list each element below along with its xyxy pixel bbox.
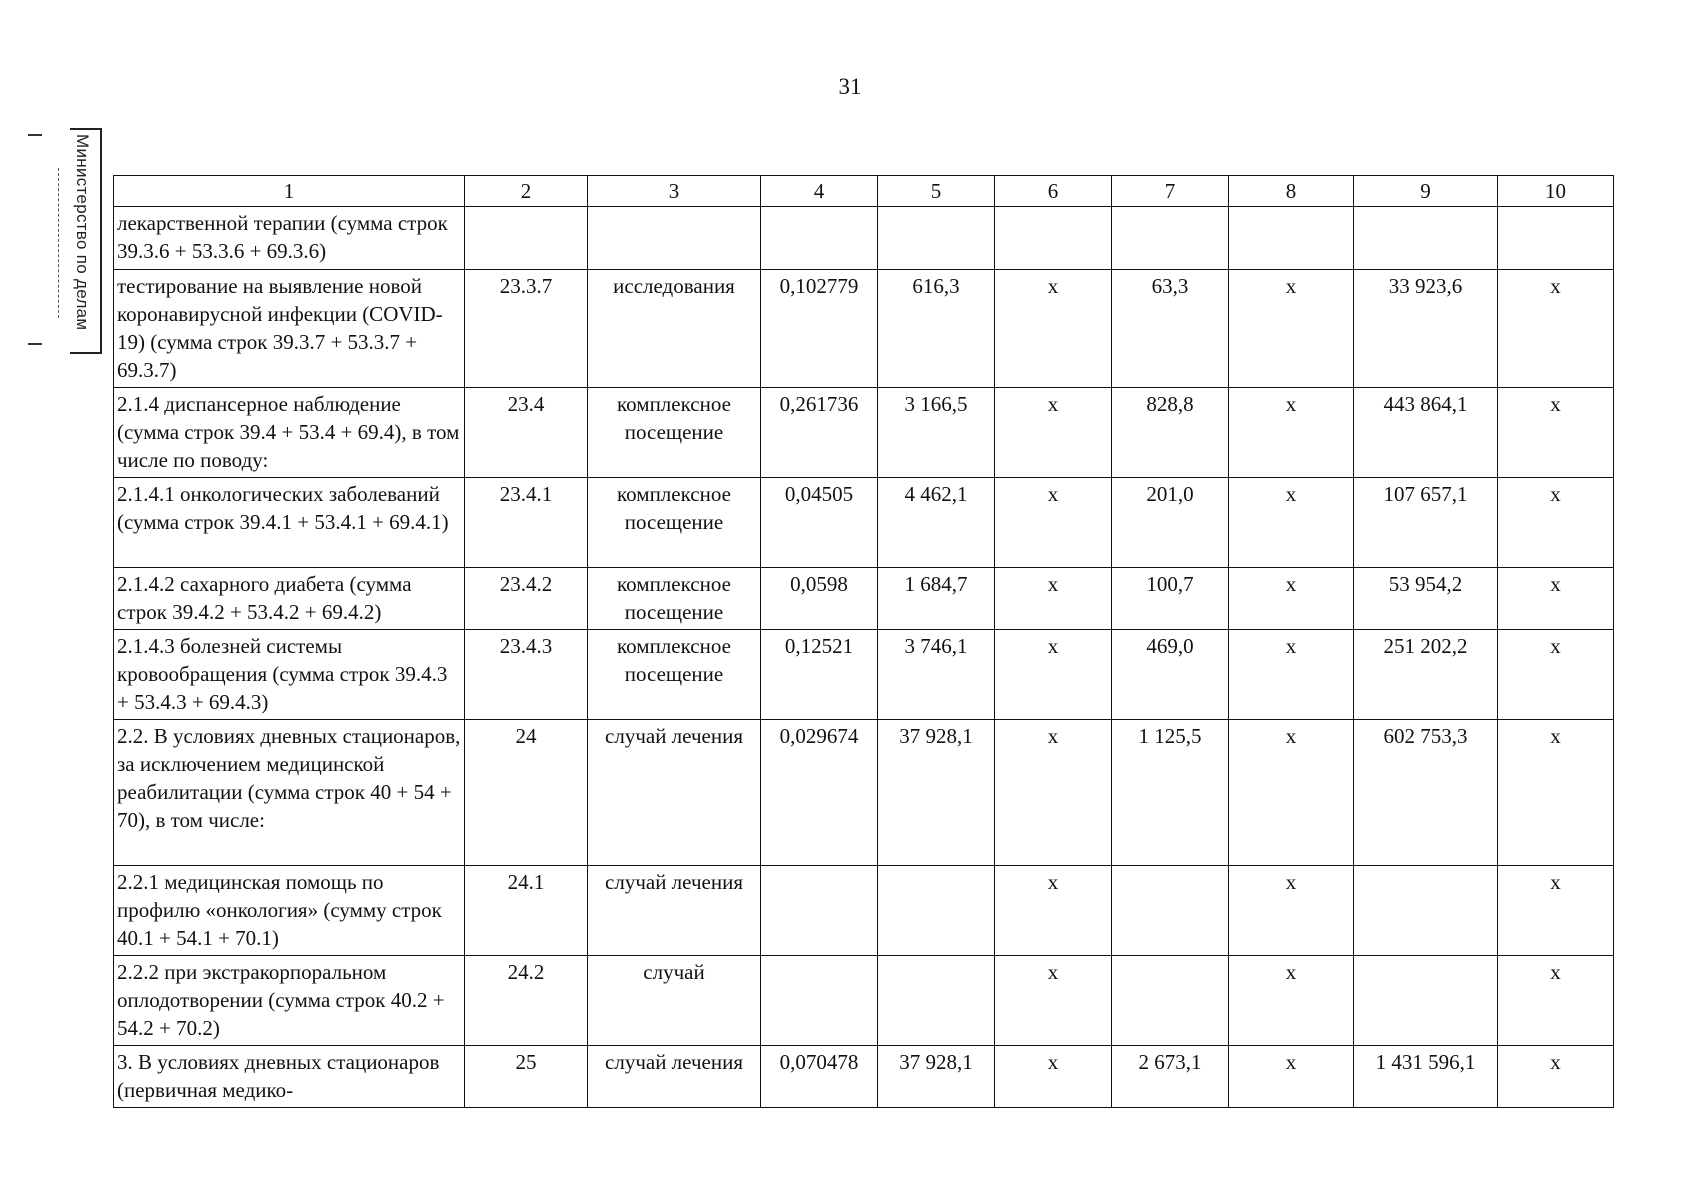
data-table	[113, 175, 1614, 1108]
value-cell: х	[1229, 1046, 1354, 1108]
value-cell: комплексное посещение	[588, 478, 761, 568]
column-header: 3	[588, 176, 761, 207]
row-label-cell: 2.1.4.1 онкологических заболеваний (сумма строк 39.4.1 + 53.4.1 + 69.4.1)	[114, 478, 465, 568]
value-cell: х	[995, 866, 1112, 956]
value-cell: х	[1229, 866, 1354, 956]
table-row	[114, 720, 1614, 866]
value-cell: х	[995, 720, 1112, 866]
column-header: 4	[761, 176, 878, 207]
value-cell: 23.4.3	[465, 630, 588, 720]
value-cell: х	[1229, 956, 1354, 1046]
column-header: 2	[465, 176, 588, 207]
ministry-stamp	[28, 128, 106, 353]
value-cell: 616,3	[878, 270, 995, 388]
value-cell: 1 431 596,1	[1354, 1046, 1498, 1108]
value-cell	[465, 207, 588, 270]
table-row	[114, 956, 1614, 1046]
value-cell: х	[1498, 866, 1614, 956]
column-number-row	[114, 176, 1614, 207]
value-cell: случай	[588, 956, 761, 1046]
value-cell: 24	[465, 720, 588, 866]
value-cell	[878, 866, 995, 956]
value-cell	[588, 207, 761, 270]
value-cell: х	[1229, 720, 1354, 866]
value-cell: х	[1498, 956, 1614, 1046]
column-header: 6	[995, 176, 1112, 207]
column-header: 7	[1112, 176, 1229, 207]
value-cell	[1112, 866, 1229, 956]
table-row	[114, 866, 1614, 956]
value-cell: 23.4.2	[465, 568, 588, 630]
value-cell: 0,261736	[761, 388, 878, 478]
value-cell	[1354, 207, 1498, 270]
value-cell: 3 746,1	[878, 630, 995, 720]
value-cell: х	[1498, 270, 1614, 388]
value-cell: 23.4	[465, 388, 588, 478]
value-cell: исследования	[588, 270, 761, 388]
value-cell	[761, 866, 878, 956]
value-cell: 23.4.1	[465, 478, 588, 568]
value-cell: 828,8	[1112, 388, 1229, 478]
value-cell	[1354, 866, 1498, 956]
value-cell	[878, 207, 995, 270]
value-cell: 602 753,3	[1354, 720, 1498, 866]
row-label-cell: 2.2. В условиях дневных стационаров, за исключением медицинской реабилитации (сумма строк 40 + 54 + 70), в том числе:	[114, 720, 465, 866]
stamp-dotted-line	[58, 168, 61, 318]
value-cell: х	[1229, 568, 1354, 630]
table-row	[114, 270, 1614, 388]
value-cell	[1229, 207, 1354, 270]
value-cell: комплексное посещение	[588, 568, 761, 630]
value-cell	[761, 956, 878, 1046]
column-header: 10	[1498, 176, 1614, 207]
row-label-cell: тестирование на выявление новой коронавирусной инфекции (COVID-19) (сумма строк 39.3.7 + 53.3.7 + 69.3.7)	[114, 270, 465, 388]
value-cell: х	[1498, 388, 1614, 478]
value-cell: комплексное посещение	[588, 630, 761, 720]
value-cell: х	[1229, 478, 1354, 568]
value-cell: 0,0598	[761, 568, 878, 630]
row-label-cell: 2.2.1 медицинская помощь по профилю «онкология» (сумму строк 40.1 + 54.1 + 70.1)	[114, 866, 465, 956]
value-cell: 2 673,1	[1112, 1046, 1229, 1108]
page-number: 31	[838, 74, 862, 99]
value-cell: 201,0	[1112, 478, 1229, 568]
column-header: 1	[114, 176, 465, 207]
value-cell: 33 923,6	[1354, 270, 1498, 388]
value-cell: 53 954,2	[1354, 568, 1498, 630]
stamp-tick	[28, 134, 42, 136]
value-cell: х	[1498, 568, 1614, 630]
column-header: 8	[1229, 176, 1354, 207]
value-cell: 24.2	[465, 956, 588, 1046]
value-cell: х	[995, 630, 1112, 720]
value-cell: 469,0	[1112, 630, 1229, 720]
value-cell: х	[1229, 630, 1354, 720]
row-label-cell: 2.1.4.2 сахарного диабета (сумма строк 39.4.2 + 53.4.2 + 69.4.2)	[114, 568, 465, 630]
row-label-cell: 3. В условиях дневных стационаров (первичная медико-	[114, 1046, 465, 1108]
value-cell: 3 166,5	[878, 388, 995, 478]
value-cell: 0,102779	[761, 270, 878, 388]
value-cell: 24.1	[465, 866, 588, 956]
value-cell: х	[1229, 270, 1354, 388]
row-label-cell: 2.1.4.3 болезней системы кровообращения (сумма строк 39.4.3 + 53.4.3 + 69.4.3)	[114, 630, 465, 720]
value-cell	[1498, 207, 1614, 270]
value-cell: х	[995, 956, 1112, 1046]
column-header: 5	[878, 176, 995, 207]
value-cell	[1354, 956, 1498, 1046]
table-row	[114, 478, 1614, 568]
value-cell: случай лечения	[588, 1046, 761, 1108]
value-cell: 25	[465, 1046, 588, 1108]
value-cell: 251 202,2	[1354, 630, 1498, 720]
value-cell: х	[1498, 630, 1614, 720]
row-label-cell: 2.2.2 при экстракорпоральном оплодотворении (сумма строк 40.2 + 54.2 + 70.2)	[114, 956, 465, 1046]
value-cell: 0,070478	[761, 1046, 878, 1108]
value-cell: х	[1229, 388, 1354, 478]
column-header: 9	[1354, 176, 1498, 207]
value-cell: 1 125,5	[1112, 720, 1229, 866]
value-cell: 0,12521	[761, 630, 878, 720]
value-cell: 37 928,1	[878, 720, 995, 866]
stamp-tick	[28, 343, 42, 345]
value-cell: 443 864,1	[1354, 388, 1498, 478]
value-cell: случай лечения	[588, 866, 761, 956]
value-cell: случай лечения	[588, 720, 761, 866]
value-cell: 0,029674	[761, 720, 878, 866]
value-cell: х	[1498, 720, 1614, 866]
value-cell	[1112, 207, 1229, 270]
value-cell: 23.3.7	[465, 270, 588, 388]
stamp-text: Министерство по делам	[73, 134, 92, 331]
value-cell: х	[995, 388, 1112, 478]
value-cell	[761, 207, 878, 270]
table-row	[114, 207, 1614, 270]
value-cell: х	[1498, 478, 1614, 568]
value-cell: х	[995, 478, 1112, 568]
value-cell: 100,7	[1112, 568, 1229, 630]
table-row	[114, 1046, 1614, 1108]
row-label-cell: лекарственной терапии (сумма строк 39.3.6 + 53.3.6 + 69.3.6)	[114, 207, 465, 270]
value-cell	[878, 956, 995, 1046]
value-cell: комплексное посещение	[588, 388, 761, 478]
table-row	[114, 568, 1614, 630]
table-row	[114, 630, 1614, 720]
value-cell: 0,04505	[761, 478, 878, 568]
value-cell: 37 928,1	[878, 1046, 995, 1108]
value-cell: 107 657,1	[1354, 478, 1498, 568]
value-cell: х	[1498, 1046, 1614, 1108]
value-cell: х	[995, 1046, 1112, 1108]
value-cell: 1 684,7	[878, 568, 995, 630]
value-cell	[995, 207, 1112, 270]
value-cell: 4 462,1	[878, 478, 995, 568]
value-cell	[1112, 956, 1229, 1046]
value-cell: 63,3	[1112, 270, 1229, 388]
value-cell: х	[995, 270, 1112, 388]
table-row	[114, 388, 1614, 478]
row-label-cell: 2.1.4 диспансерное наблюдение (сумма строк 39.4 + 53.4 + 69.4), в том числе по поводу:	[114, 388, 465, 478]
value-cell: х	[995, 568, 1112, 630]
